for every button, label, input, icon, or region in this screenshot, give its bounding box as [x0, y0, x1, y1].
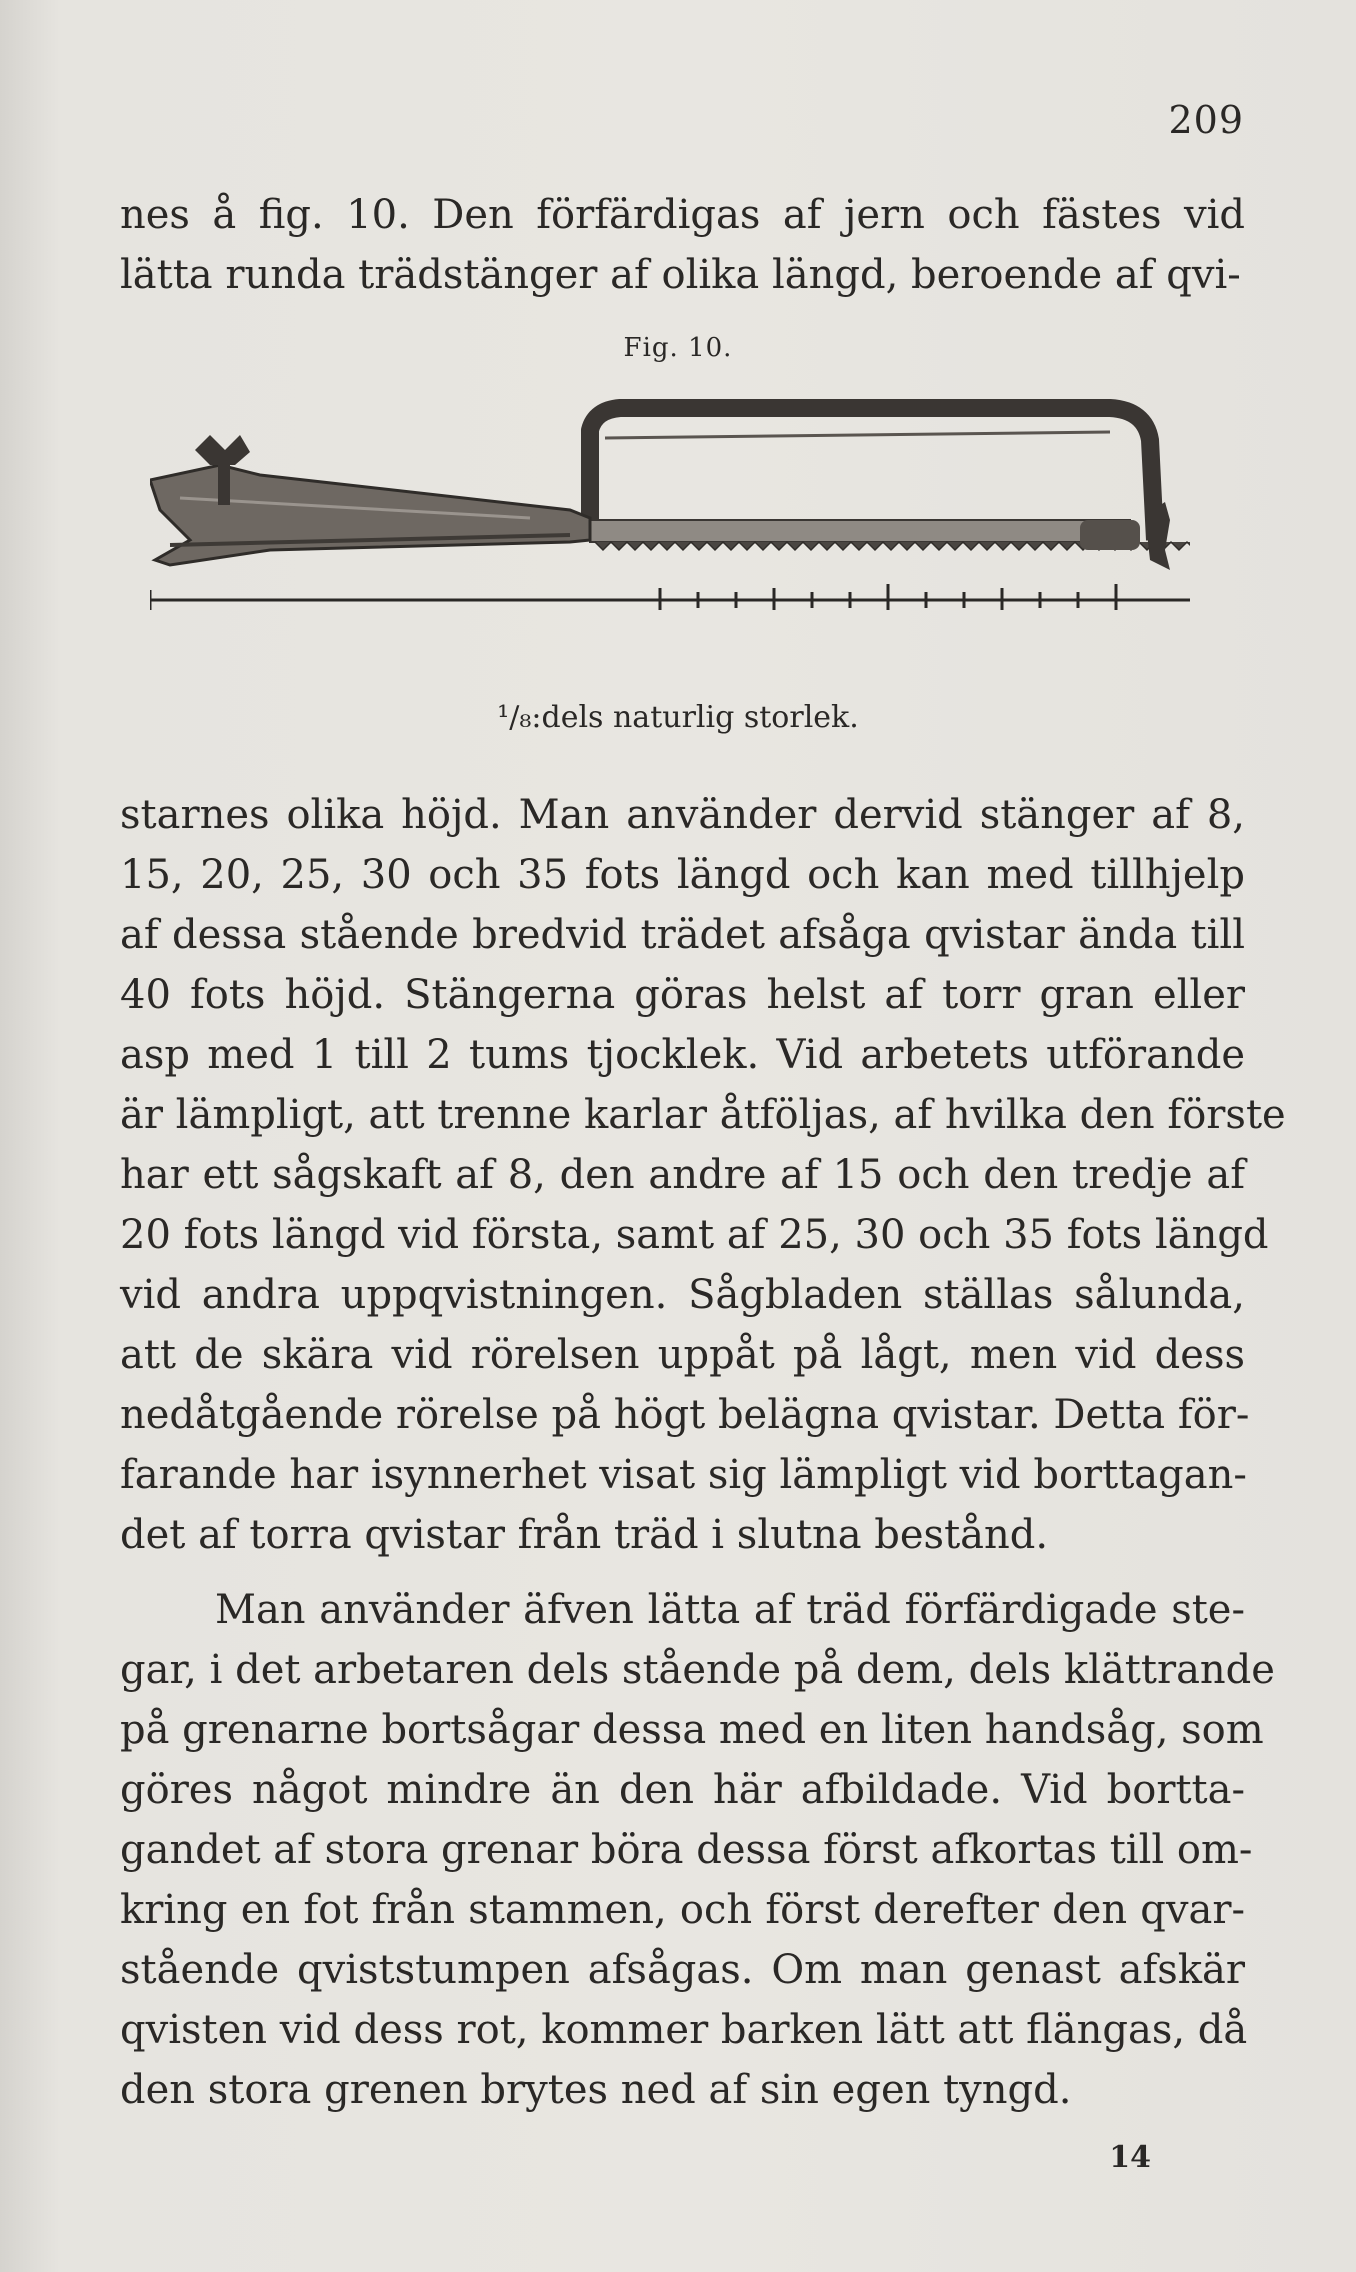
text-line: starnes olika höjd. Man använder dervid stänger af 8, — [120, 792, 1245, 838]
figure-label: Fig. 10. — [623, 333, 733, 363]
text-line: har ett sågskaft af 8, den andre af 15 och den tredje af — [120, 1152, 1245, 1198]
text-line: gar, i det arbetaren dels stående på dem, dels klättrande — [120, 1647, 1275, 1693]
text-line: den stora grenen brytes ned af sin egen tyngd. — [120, 2067, 1072, 2113]
top-text-block — [120, 185, 1245, 305]
text-line: gandet af stora grenar böra dessa först afkortas till om- — [120, 1827, 1253, 1873]
text-line: af dessa stående bredvid trädet afsåga qvistar ända till — [120, 912, 1245, 958]
page-number: 209 — [1168, 98, 1244, 142]
text-line: 15, 20, 25, 30 och 35 fots längd och kan med tillhjelp — [120, 852, 1245, 898]
saw-illustration — [150, 390, 1190, 610]
text-line: lätta runda trädstänger af olika längd, beroende af qvi- — [120, 252, 1241, 298]
text-line: 40 fots höjd. Stängerna göras helst af torr gran eller — [120, 972, 1245, 1018]
text-line: vid andra uppqvistningen. Sågbladen ställas sålunda, — [120, 1272, 1245, 1318]
text-line: är lämpligt, att trenne karlar åtföljas, af hvilka den förste — [120, 1092, 1286, 1138]
text-line: 20 fots längd vid första, samt af 25, 30 och 35 fots längd — [120, 1212, 1269, 1258]
text-line: farande har isynnerhet visat sig lämpligt vid borttagan- — [120, 1452, 1247, 1498]
text-line: stående qviststumpen afsågas. Om man genast afskär — [120, 1947, 1245, 1993]
figure-caption: ¹/₈:dels naturlig storlek. — [497, 700, 859, 735]
text-line: qvisten vid dess rot, kommer barken lätt att flängas, då — [120, 2007, 1248, 2053]
text-line: nes å fig. 10. Den förfärdigas af jern och fästes vid — [120, 192, 1245, 238]
text-line: asp med 1 till 2 tums tjocklek. Vid arbetets utförande — [120, 1032, 1245, 1078]
text-line: nedåtgående rörelse på högt belägna qvistar. Detta för- — [120, 1392, 1250, 1438]
text-line: kring en fot från stammen, och först derefter den qvar- — [120, 1887, 1245, 1933]
signature-mark: 14 — [1109, 2140, 1151, 2175]
paragraph-2 — [120, 1580, 1275, 2120]
text-line: Man använder äfven lätta af träd förfärdigade ste- — [215, 1587, 1245, 1633]
text-line: på grenarne bortsågar dessa med en liten handsåg, som — [120, 1707, 1264, 1753]
paragraph-1 — [120, 785, 1286, 1565]
text-line: det af torra qvistar från träd i slutna bestånd. — [120, 1512, 1049, 1558]
text-line: att de skära vid rörelsen uppåt på lågt, men vid dess — [120, 1332, 1245, 1378]
text-line: göres något mindre än den här afbildade. Vid bortta- — [120, 1767, 1245, 1813]
